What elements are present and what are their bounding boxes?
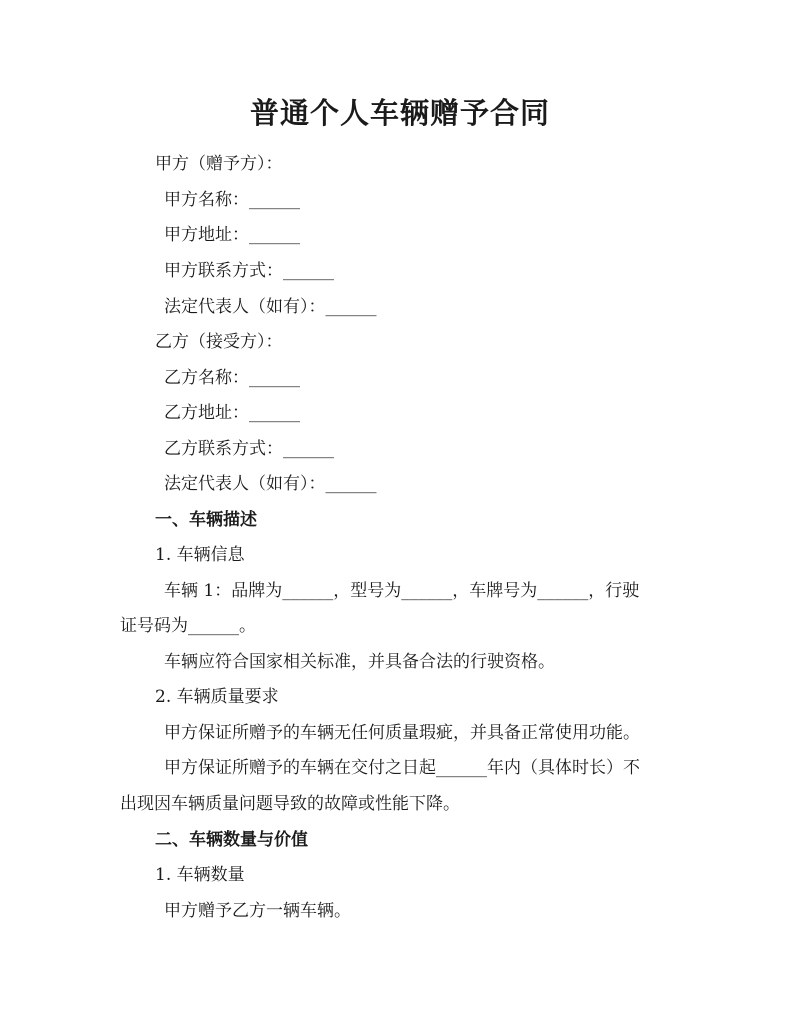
party-b-contact-field: 乙方联系方式：______	[164, 439, 334, 459]
party-b-name-field: 乙方名称：______	[164, 368, 300, 388]
party-a-contact-field: 甲方联系方式：______	[164, 261, 334, 281]
section-1-item-1-heading: 1. 车辆信息	[155, 545, 245, 565]
vehicle-info-paragraph-line-1: 车辆 1：品牌为______，型号为______，车牌号为______，行驶	[164, 581, 640, 601]
section-1-heading: 一、车辆描述	[155, 510, 257, 530]
section-2-heading: 二、车辆数量与价值	[155, 830, 308, 850]
section-2-item-1-heading: 1. 车辆数量	[155, 865, 245, 885]
document-title: 普通个人车辆赠予合同	[249, 96, 550, 130]
quality-period-paragraph-line-1: 甲方保证所赠予的车辆在交付之日起______年内（具体时长）不	[164, 758, 640, 778]
party-a-name-field: 甲方名称：______	[164, 190, 300, 210]
party-b-heading: 乙方（接受方）：	[155, 332, 283, 352]
party-a-heading: 甲方（赠予方）：	[155, 154, 283, 174]
quality-guarantee-paragraph: 甲方保证所赠予的车辆无任何质量瑕疵，并具备正常使用功能。	[164, 723, 640, 743]
party-b-representative-field: 法定代表人（如有）：______	[164, 474, 377, 494]
vehicle-quantity-paragraph: 甲方赠予乙方一辆车辆。	[164, 901, 351, 921]
quality-period-paragraph-line-2: 出现因车辆质量问题导致的故障或性能下降。	[120, 794, 460, 814]
vehicle-standard-paragraph: 车辆应符合国家相关标准，并具备合法的行驶资格。	[164, 652, 555, 672]
party-a-address-field: 甲方地址：______	[164, 225, 300, 245]
section-1-item-2-heading: 2. 车辆质量要求	[155, 687, 279, 707]
vehicle-info-paragraph-line-2: 证号码为______。	[120, 616, 256, 636]
party-a-representative-field: 法定代表人（如有）：______	[164, 297, 377, 317]
party-b-address-field: 乙方地址：______	[164, 403, 300, 423]
